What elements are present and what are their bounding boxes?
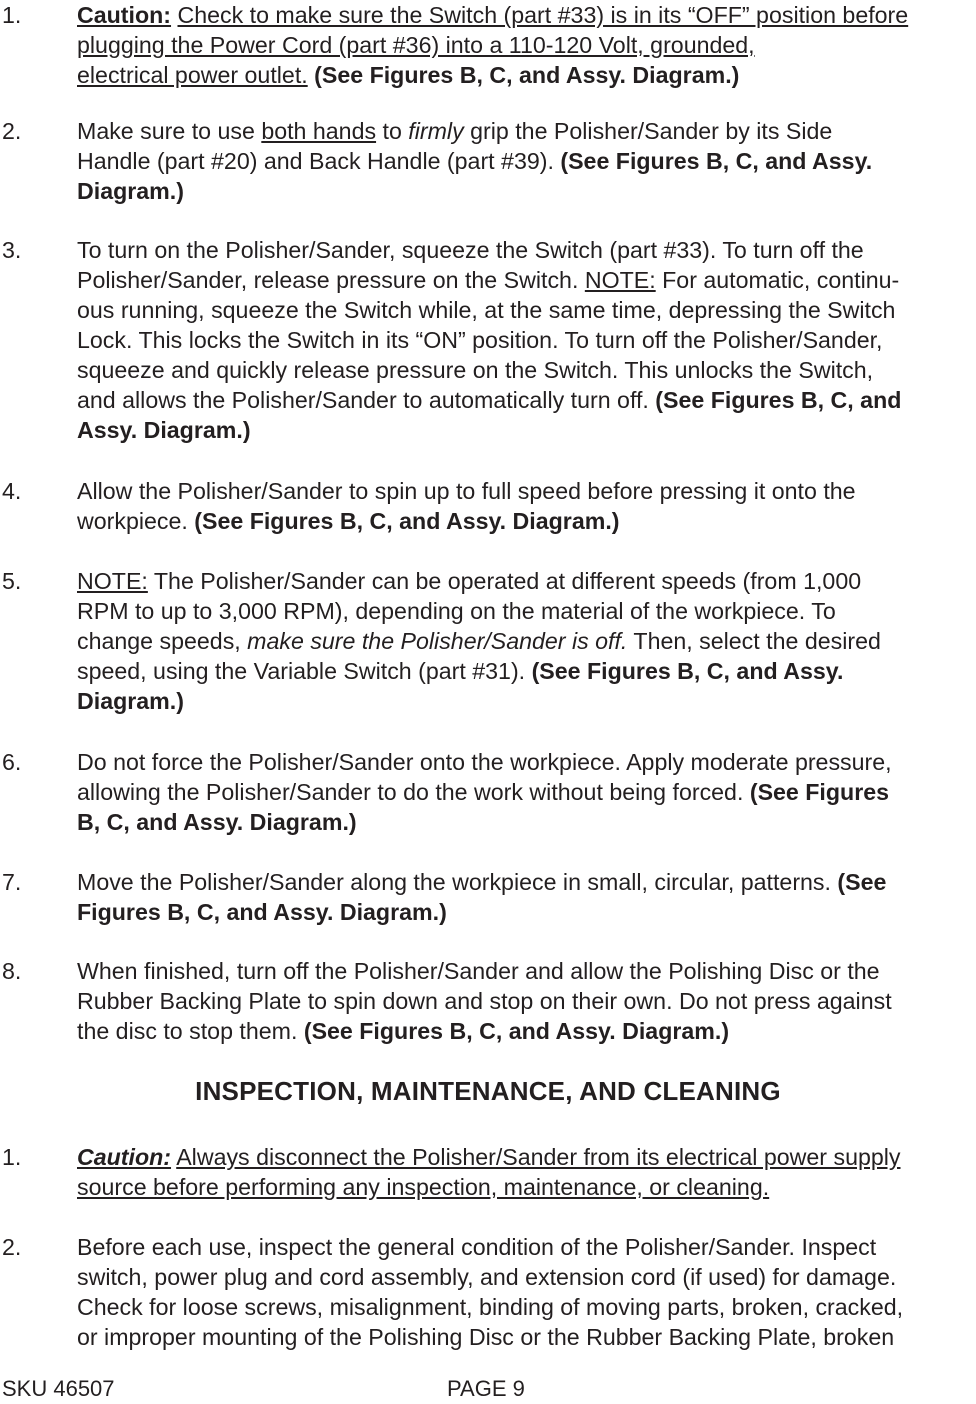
step-number: 1. [2, 1144, 22, 1170]
step-text [77, 566, 973, 716]
step-text [77, 1142, 973, 1202]
step-text [77, 476, 973, 536]
step-text [77, 747, 973, 837]
step-text-part: For automatic, continu- ous running, squeeze the Switch while, at the same time, depressing the Switch Lock. This locks the Switch in its “ON” position. To turn off the Polisher/Sander, squeeze and quickly release pressure on the Switch. This unlocks the Switch, and allows the Polisher/Sander to automatically turn off. [77, 267, 900, 413]
step-number: 8. [2, 958, 22, 984]
step-number: 5. [2, 568, 22, 594]
step-number: 2. [2, 1234, 22, 1260]
step-number: 4. [2, 478, 22, 504]
caution-label: Caution: [77, 1144, 172, 1170]
step-number: 1. [2, 2, 22, 28]
note-label: NOTE: [584, 267, 656, 293]
step-text-part: Do not force the Polisher/Sander onto the workpiece. Apply moderate pressure, allowing the Polisher/Sander to do the work without being forced. [77, 749, 892, 805]
step-number: 3. [2, 237, 22, 263]
step-text [77, 956, 973, 1046]
figure-reference: (See Figures B, C, and Assy. Diagram.) [194, 508, 620, 534]
caution-text: Check to make sure the Switch (part #33) is in its “OFF” position before plugging the Power Cord (part #36) into a 110-120 Volt, grounded, electrical power outlet. [77, 2, 909, 88]
figure-reference: (See Figures B, C, and Assy. Diagram.) [77, 387, 902, 443]
step-number: 2. [2, 118, 22, 144]
emphasis-italic: firmly [408, 118, 464, 144]
step-number: 7. [2, 869, 22, 895]
step-text [77, 116, 973, 206]
section-heading: INSPECTION, MAINTENANCE, AND CLEANING [195, 1076, 781, 1106]
step-text-part: Then, select the desired speed, using the Variable Switch (part #31). [77, 628, 881, 684]
step-text-part: grip the Polisher/Sander by its Side Handle (part #20) and Back Handle (part #39). [77, 118, 833, 174]
footer-page-number: PAGE 9 [447, 1376, 525, 1401]
caution-label: Caution: [77, 2, 172, 28]
emphasis-italic: make sure the Polisher/Sander is off. [247, 628, 628, 654]
step-text-part: Allow the Polisher/Sander to spin up to full speed before pressing it onto the workpiece. [77, 478, 856, 534]
step-text-part: Move the Polisher/Sander along the workpiece in small, circular, patterns. [77, 869, 838, 895]
step-text-part: When finished, turn off the Polisher/Sander and allow the Polishing Disc or the Rubber Backing Plate to spin down and stop on their own. Do not press against the disc to stop them. [77, 958, 892, 1044]
emphasis-underlined: both hands [261, 118, 377, 144]
step-text [77, 0, 973, 90]
step-text-part: Make sure to use [77, 118, 262, 144]
figure-reference: (See Figures B, C, and Assy. Diagram.) [77, 869, 887, 925]
step-number: 6. [2, 749, 22, 775]
step-text [77, 1232, 973, 1352]
figure-reference: (See Figures B, C, and Assy. Diagram.) [77, 779, 890, 835]
caution-text: Always disconnect the Polisher/Sander from its electrical power supply source before performing any inspection, maintenance, or cleaning. [77, 1144, 901, 1200]
step-text [77, 235, 973, 445]
step-text-part: The Polisher/Sander can be operated at different speeds (from 1,000 RPM to up to 3,000 RPM), depending on the material of the workpiece. To change speeds, [77, 568, 862, 654]
step-text-part: To turn on the Polisher/Sander, squeeze the Switch (part #33). To turn off the Polisher/Sander, release pressure on the Switch. [77, 237, 864, 293]
figure-reference: (See Figures B, C, and Assy. Diagram.) [314, 62, 740, 88]
step-text [77, 867, 973, 927]
step-text-part: Before each use, inspect the general condition of the Polisher/Sander. Inspect switch, power plug and cord assembly, and extension cord (if used) for damage. Check for loose screws, misalignment, binding of moving parts, broken, cracked, or improper mounting of the Polishing Disc or the Rubber Backing Plate, broken [77, 1234, 904, 1350]
figure-reference: (See Figures B, C, and Assy. Diagram.) [77, 148, 873, 204]
figure-reference: (See Figures B, C, and Assy. Diagram.) [303, 1018, 730, 1044]
step-text-part: to [376, 118, 409, 144]
figure-reference: (See Figures B, C, and Assy. Diagram.) [77, 658, 844, 714]
footer-sku: SKU 46507 [2, 1376, 115, 1401]
note-label: NOTE: [77, 568, 148, 594]
